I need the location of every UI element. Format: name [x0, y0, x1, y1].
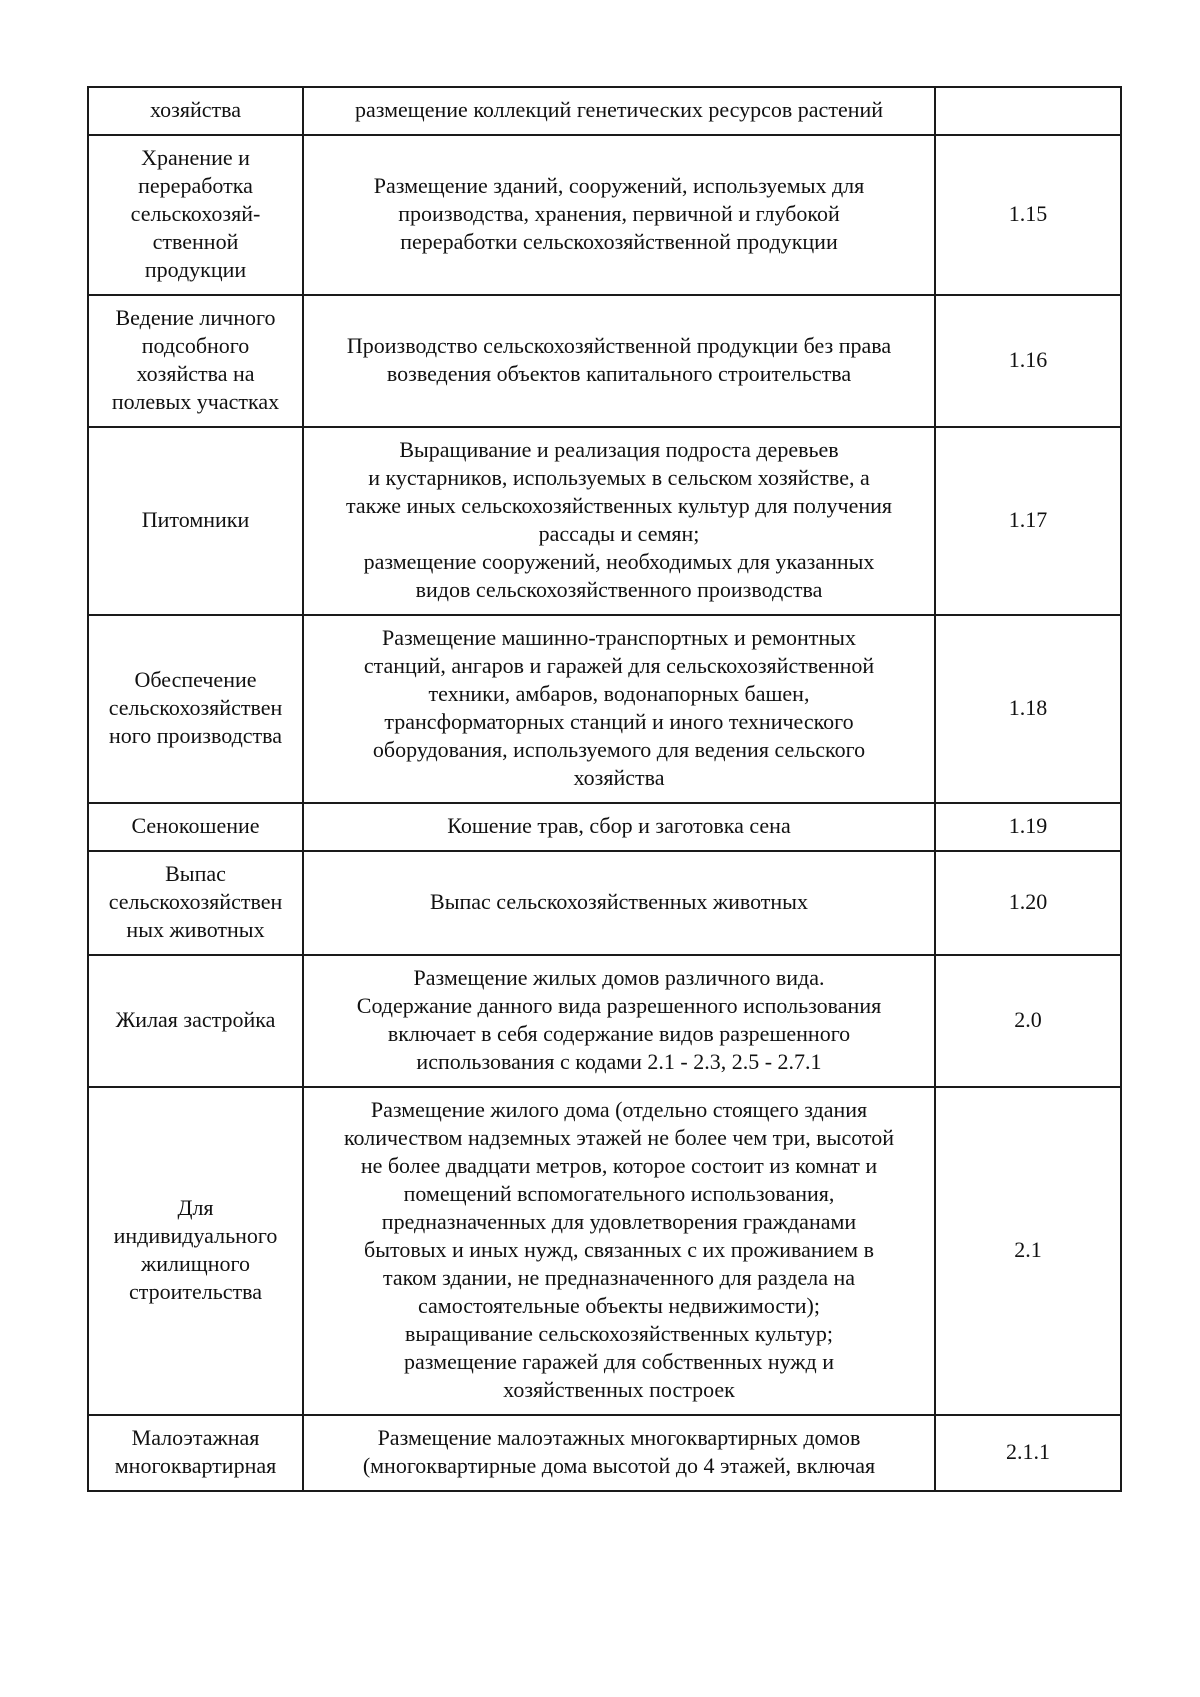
name-line: Сенокошение — [131, 813, 260, 838]
description-cell — [303, 135, 935, 295]
land-use-name-cell — [88, 851, 303, 955]
land-use-name-cell — [88, 803, 303, 851]
description-line: Размещение малоэтажных многоквартирных домов — [377, 1425, 861, 1450]
name-line: продукции — [144, 257, 247, 282]
table-body — [88, 87, 1121, 1491]
table-row — [88, 427, 1121, 615]
code-cell: 2.1.1 — [935, 1415, 1121, 1491]
description-line: самостоятельные объекты недвижимости); — [418, 1293, 820, 1318]
description-line: Размещение жилых домов различного вида. — [413, 965, 825, 990]
description-line: станций, ангаров и гаражей для сельскохозяйственной — [363, 653, 875, 678]
description-cell — [303, 295, 935, 427]
name-line: Малоэтажная — [131, 1425, 260, 1450]
table-row — [88, 1087, 1121, 1415]
description-line: Кошение трав, сбор и заготовка сена — [447, 813, 791, 838]
name-line: переработка — [138, 173, 253, 198]
description-line: не более двадцати метров, которое состоит из комнат и — [360, 1153, 878, 1178]
land-use-name-cell — [88, 955, 303, 1087]
name-line: Выпас — [165, 861, 226, 886]
description-line: размещение коллекций генетических ресурсов растений — [354, 97, 884, 122]
description-line: использования с кодами 2.1 - 2.3, 2.5 - 2.7.1 — [416, 1049, 822, 1074]
description-line: техники, амбаров, водонапорных башен, — [428, 681, 810, 706]
table-row — [88, 615, 1121, 803]
code-cell: 1.18 — [935, 615, 1121, 803]
table-row — [88, 803, 1121, 851]
land-use-table — [87, 86, 1122, 1492]
name-line: сельскохозяй- — [130, 201, 261, 226]
land-use-name-cell — [88, 135, 303, 295]
description-line: размещение гаражей для собственных нужд и — [404, 1349, 834, 1374]
name-line: Для — [177, 1195, 214, 1220]
description-line: хозяйства — [573, 765, 665, 790]
land-use-name-cell — [88, 615, 303, 803]
name-line: Питомники — [141, 507, 250, 532]
name-line: хозяйства на — [136, 361, 255, 386]
description-cell — [303, 851, 935, 955]
description-line: Размещение зданий, сооружений, используемых для — [373, 173, 865, 198]
land-use-name-cell — [88, 1415, 303, 1491]
description-cell — [303, 1087, 935, 1415]
description-line: Выращивание и реализация подроста деревьев — [399, 437, 839, 462]
code-cell: 2.0 — [935, 955, 1121, 1087]
description-line: бытовых и иных нужд, связанных с их проживанием в — [364, 1237, 874, 1262]
code-cell — [935, 87, 1121, 135]
description-line: Выпас сельскохозяйственных животных — [430, 889, 808, 914]
name-line: многоквартирная — [114, 1453, 277, 1478]
description-line: (многоквартирные дома высотой до 4 этажей, включая — [362, 1453, 876, 1478]
description-line: производства, хранения, первичной и глубокой — [398, 201, 840, 226]
land-use-name-cell — [88, 427, 303, 615]
name-line: строительства — [128, 1279, 263, 1304]
name-line: Ведение личного — [115, 305, 276, 330]
table-row — [88, 851, 1121, 955]
description-line: видов сельскохозяйственного производства — [415, 577, 823, 602]
name-line: сельскохозяйствен — [108, 889, 283, 914]
description-line: трансформаторных станций и иного технического — [384, 709, 854, 734]
name-line: Жилая застройка — [115, 1007, 276, 1032]
name-line: жилищного — [141, 1251, 250, 1276]
description-cell — [303, 803, 935, 851]
description-line: рассады и семян; — [538, 521, 700, 546]
description-cell — [303, 1415, 935, 1491]
table-row — [88, 1415, 1121, 1491]
code-cell: 1.16 — [935, 295, 1121, 427]
description-line: переработки сельскохозяйственной продукции — [400, 229, 838, 254]
name-line: Обеспечение — [134, 667, 257, 692]
name-line: ственной — [152, 229, 239, 254]
code-cell: 1.15 — [935, 135, 1121, 295]
table-row — [88, 955, 1121, 1087]
description-line: выращивание сельскохозяйственных культур; — [405, 1321, 833, 1346]
code-cell: 1.17 — [935, 427, 1121, 615]
description-line: также иных сельскохозяйственных культур для получения — [345, 493, 893, 518]
description-line: размещение сооружений, необходимых для указанных — [363, 549, 875, 574]
land-use-name-cell — [88, 1087, 303, 1415]
name-line: полевых участках — [111, 389, 280, 414]
description-line: возведения объектов капитального строительства — [386, 361, 852, 386]
name-line: хозяйства — [150, 97, 241, 122]
description-cell — [303, 427, 935, 615]
description-line: оборудования, используемого для ведения сельского — [372, 737, 866, 762]
name-line: ных животных — [126, 917, 265, 942]
code-cell: 2.1 — [935, 1087, 1121, 1415]
table-row — [88, 295, 1121, 427]
description-line: предназначенных для удовлетворения гражданами — [381, 1209, 857, 1234]
description-line: Производство сельскохозяйственной продукции без права — [346, 333, 892, 358]
description-line: Размещение жилого дома (отдельно стоящего здания — [370, 1097, 868, 1122]
description-cell — [303, 87, 935, 135]
table-row — [88, 135, 1121, 295]
description-line: Содержание данного вида разрешенного использования — [356, 993, 882, 1018]
land-use-name-cell — [88, 87, 303, 135]
table-row — [88, 87, 1121, 135]
land-use-name-cell — [88, 295, 303, 427]
description-line: Размещение машинно-транспортных и ремонтных — [382, 625, 856, 650]
name-line: индивидуального — [113, 1223, 278, 1248]
description-line: таком здании, не предназначенного для раздела на — [382, 1265, 856, 1290]
description-line: включает в себя содержание видов разрешенного — [387, 1021, 851, 1046]
description-cell — [303, 955, 935, 1087]
description-line: помещений вспомогательного использования, — [403, 1181, 835, 1206]
description-line: хозяйственных построек — [503, 1377, 735, 1402]
name-line: Хранение и — [141, 145, 250, 170]
name-line: подсобного — [141, 333, 250, 358]
name-line: ного производства — [108, 723, 283, 748]
code-cell: 1.20 — [935, 851, 1121, 955]
description-line: и кустарников, используемых в сельском хозяйстве, а — [368, 465, 870, 490]
code-cell: 1.19 — [935, 803, 1121, 851]
name-line: сельскохозяйствен — [108, 695, 283, 720]
description-cell — [303, 615, 935, 803]
description-line: количеством надземных этажей не более чем три, высотой — [343, 1125, 895, 1150]
